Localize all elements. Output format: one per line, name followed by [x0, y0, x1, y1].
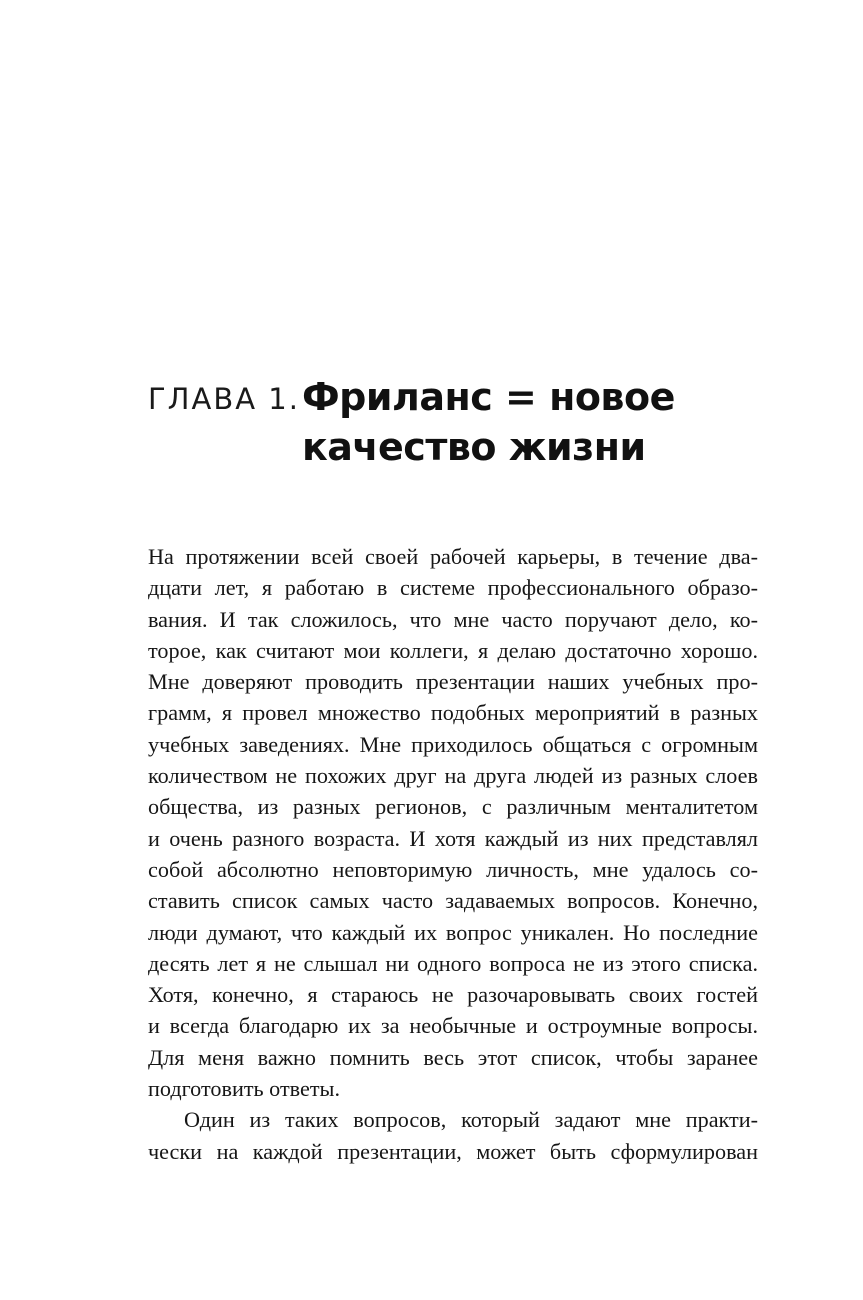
text-line: ставить список самых часто задаваемых вопросов. Конечно, [148, 888, 758, 914]
text-line: количеством не похожих друг на друга людей из разных слоев [148, 763, 758, 789]
text-line: Один из таких вопросов, который задают мне практи- [184, 1107, 758, 1133]
text-line: десять лет я не слышал ни одного вопроса не из этого списка. [148, 950, 758, 976]
text-line: Мне доверяют проводить презентации наших учебных про- [148, 669, 758, 695]
chapter-title-line: качество жизни [302, 425, 646, 469]
text-line: общества, из разных регионов, с различным менталитетом [148, 794, 758, 820]
text-line: На протяжении всей своей рабочей карьеры, в течение два- [148, 544, 758, 569]
chapter-label: ГЛАВА 1. [148, 382, 300, 416]
text-line: чески на каждой презентации, может быть сформулирован [148, 1138, 758, 1164]
chapter-title-line: Фриланс = новое [302, 375, 675, 419]
text-line: подготовить ответы. [148, 1076, 341, 1102]
paragraph-2 [148, 1104, 758, 1167]
text-line: люди думают, что каждый их вопрос уникален. Но последние [148, 919, 758, 945]
text-line: Для меня важно помнить весь этот список, чтобы заранее [148, 1044, 758, 1070]
text-line: дцати лет, я работаю в системе профессионального образо- [148, 575, 758, 601]
body-text [148, 541, 758, 1167]
text-line: грамм, я провел множество подобных мероприятий в разных [148, 700, 758, 726]
chapter-title [302, 372, 675, 472]
text-line: и всегда благодарю их за необычные и остроумные вопросы. [148, 1013, 758, 1039]
text-line: торое, как считают мои коллеги, я делаю достаточно хорошо. [148, 637, 758, 663]
text-line: вания. И так сложилось, что мне часто поручают дело, ко- [148, 606, 758, 632]
text-line: учебных заведениях. Мне приходилось общаться с огромным [148, 731, 758, 757]
paragraph-1 [148, 541, 758, 1104]
text-line: Хотя, конечно, я стараюсь не разочаровывать своих гостей [148, 982, 758, 1008]
text-line: и очень разного возраста. И хотя каждый из них представлял [148, 825, 758, 851]
text-line: собой абсолютно неповторимую личность, мне удалось со- [148, 856, 758, 882]
